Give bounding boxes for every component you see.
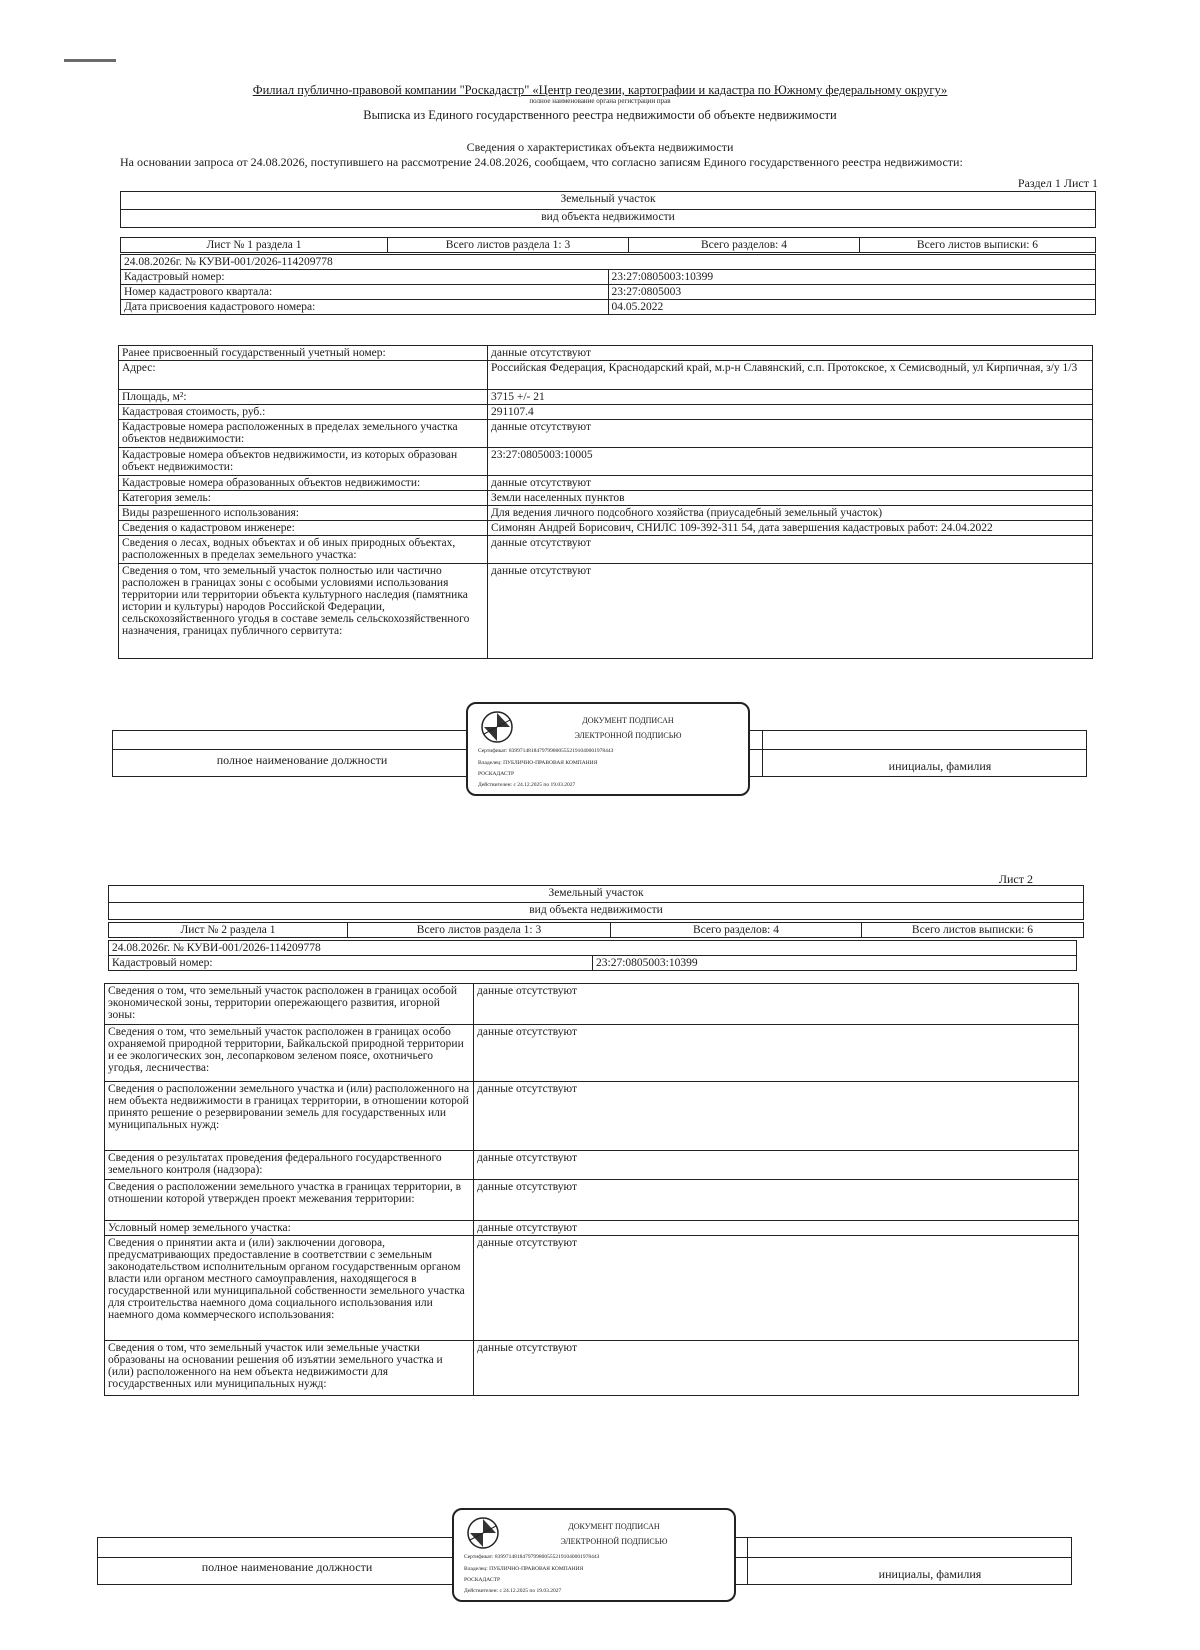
row-label: Кадастровый номер: bbox=[109, 956, 593, 971]
table-row bbox=[119, 361, 1093, 390]
info-title: Сведения о характеристиках объекта недвижимости bbox=[466, 140, 734, 154]
rosreestr-emblem-icon bbox=[480, 710, 514, 744]
row-label: Кадастровый номер: bbox=[121, 270, 609, 285]
row-value: данные отсутствуют bbox=[488, 536, 1093, 564]
sheet2-section-sheets: Всего листов раздела 1: 3 bbox=[348, 923, 611, 938]
sheet1-signature-divider bbox=[762, 730, 763, 776]
request-basis: На основании запроса от 24.08.2026, поступившего на рассмотрение 24.08.2026, сообщаем, что согласно записям Единого государственного реестра недвижимости: bbox=[120, 155, 963, 169]
row-label: Сведения о расположении земельного участка в границах территории, в отношении которой утвержден проект межевания территории: bbox=[105, 1180, 474, 1221]
row-value: данные отсутствуют bbox=[474, 1025, 1079, 1082]
table-row bbox=[119, 521, 1093, 536]
table-row bbox=[119, 506, 1093, 521]
row-value: 291107.4 bbox=[488, 405, 1093, 420]
scan-mark bbox=[64, 59, 116, 62]
sheet1-section-label: Раздел 1 Лист 1 bbox=[1017, 176, 1098, 190]
row-label: Виды разрешенного использования: bbox=[119, 506, 488, 521]
sheet1-sheet-no: Лист № 1 раздела 1 bbox=[121, 238, 388, 253]
sheet1-extract-sheets: Всего листов выписки: 6 bbox=[860, 238, 1096, 253]
table-row bbox=[105, 1151, 1079, 1180]
row-value: Земли населенных пунктов bbox=[488, 491, 1093, 506]
stamp-owner-line2: РОСКАДАСТР bbox=[478, 771, 515, 777]
table-row bbox=[105, 1221, 1079, 1236]
row-label: Сведения о лесах, водных объектах и об иных природных объектах, расположенных в пределах земельного участка: bbox=[119, 536, 488, 564]
row-value: данные отсутствуют bbox=[488, 476, 1093, 491]
table-row bbox=[105, 984, 1079, 1025]
row-value: Российская Федерация, Краснодарский край, м.р-н Славянский, с.п. Протокское, х Семисводный, ул Кирпичная, з/у 1/3 bbox=[488, 361, 1093, 390]
row-value: данные отсутствуют bbox=[474, 1082, 1079, 1151]
stamp-owner-line1: Владелец: ПУБЛИЧНО-ПРАВОВАЯ КОМПАНИЯ bbox=[478, 760, 598, 766]
sheet1-object-type-table bbox=[120, 191, 1096, 228]
table-row bbox=[105, 1180, 1079, 1221]
row-label: Дата присвоения кадастрового номера: bbox=[121, 300, 609, 315]
sheet2-sections-total: Всего разделов: 4 bbox=[611, 923, 862, 938]
row-value: данные отсутствуют bbox=[474, 1180, 1079, 1221]
registrar-org-name: Филиал публично-правовой компании "Роскадастр" «Центр геодезии, картографии и кадастра по Южному федеральному округу» bbox=[252, 83, 948, 97]
stamp-certificate: Сертификат: 8399714818479799800555219104000197844З bbox=[478, 748, 614, 754]
row-value: данные отсутствуют bbox=[474, 984, 1079, 1025]
table-row bbox=[105, 1025, 1079, 1082]
row-value: 23:27:0805003:10399 bbox=[593, 956, 1077, 971]
row-label: Сведения о том, что земельный участок полностью или частично расположен в границах зоны с особыми условиями использования территории или территории объекта культурного наследия (памятника истории и культуры) народов Российской Федерации, сельскохозяйственного угодья в составе земель сельскохозяйственного назначения, границах публичного сервитута: bbox=[119, 564, 488, 659]
sheet1-main-table bbox=[120, 254, 1096, 315]
stamp-title-line2: ЭЛЕКТРОННОЙ ПОДПИСЬЮ bbox=[574, 731, 682, 740]
row-label: Площадь, м²: bbox=[119, 390, 488, 405]
stamp-title-line1: ДОКУМЕНТ ПОДПИСАН bbox=[582, 716, 674, 725]
sheet2-signature-border-right bbox=[1071, 1537, 1072, 1584]
sheet1-meta-table bbox=[120, 237, 1096, 253]
table-row bbox=[119, 390, 1093, 405]
stamp-owner-line2: РОСКАДАСТР bbox=[464, 1577, 501, 1583]
stamp-validity: Действителен: с 24.12.2025 по 19.03.2027 bbox=[464, 1588, 562, 1594]
sheet1-e-signature-stamp bbox=[466, 702, 750, 796]
row-value: Симонян Андрей Борисович, СНИЛС 109-392-311 54, дата завершения кадастровых работ: 24.04.2022 bbox=[488, 521, 1093, 536]
sheet2-main-table bbox=[108, 940, 1077, 971]
sheet2-doc-number: 24.08.2026г. № КУВИ-001/2026-114209778 bbox=[109, 941, 1077, 956]
sheet2-meta-table bbox=[108, 922, 1084, 938]
table-row bbox=[109, 956, 1077, 971]
sheet2-sheet-no: Лист № 2 раздела 1 bbox=[109, 923, 348, 938]
row-label: Кадастровые номера объектов недвижимости, из которых образован объект недвижимости: bbox=[119, 448, 488, 476]
row-label: Адрес: bbox=[119, 361, 488, 390]
row-value: данные отсутствуют bbox=[474, 1236, 1079, 1341]
table-row bbox=[119, 564, 1093, 659]
table-row bbox=[121, 270, 1096, 285]
row-label: Кадастровые номера расположенных в пределах земельного участка объектов недвижимости: bbox=[119, 420, 488, 448]
row-label: Номер кадастрового квартала: bbox=[121, 285, 609, 300]
table-row bbox=[121, 285, 1096, 300]
table-row bbox=[105, 1341, 1079, 1396]
sheet2-object-type: Земельный участок bbox=[109, 886, 1084, 903]
table-row bbox=[121, 300, 1096, 315]
sheet2-e-signature-stamp bbox=[452, 1508, 736, 1602]
row-value: данные отсутствуют bbox=[488, 420, 1093, 448]
row-label: Сведения о принятии акта и (или) заключении договора, предусматривающих предоставление в соответствии с земельным законодательством исполнительным органом государственным органом власти или органом местного самоуправления, находящегося в государственной или муниципальной собственности земельного участка для строительства наемного дома социального использования или наемного дома коммерческого использования: bbox=[105, 1236, 474, 1341]
stamp-title-line1: ДОКУМЕНТ ПОДПИСАН bbox=[568, 1522, 660, 1531]
row-value: 04.05.2022 bbox=[608, 300, 1096, 315]
sheet1-position-caption: полное наименование должности bbox=[216, 753, 388, 767]
row-label: Сведения о том, что земельный участок расположен в границах особо охраняемой природной территории, Байкальской природной территории и ее экологических зон, лесопарковом зеленом поясе, охотничьего угодья, лесничества: bbox=[105, 1025, 474, 1082]
sheet2-details-table bbox=[104, 983, 1079, 1396]
row-label: Сведения о том, что земельный участок или земельные участки образованы на основании решения об изъятии земельного участка и (или) расположенного на нем объекта недвижимости для государственных или муниципальных нужд: bbox=[105, 1341, 474, 1396]
table-row bbox=[105, 1236, 1079, 1341]
row-value: 23:27:0805003:10399 bbox=[608, 270, 1096, 285]
sheet1-doc-number: 24.08.2026г. № КУВИ-001/2026-114209778 bbox=[121, 255, 1096, 270]
sheet1-signature-border-right bbox=[1086, 730, 1087, 776]
sheet1-object-type: Земельный участок bbox=[121, 192, 1096, 210]
row-label: Ранее присвоенный государственный учетный номер: bbox=[119, 346, 488, 361]
sheet2-initials-caption: инициалы, фамилия bbox=[878, 1567, 982, 1581]
rosreestr-emblem-icon bbox=[466, 1516, 500, 1550]
stamp-owner-line1: Владелец: ПУБЛИЧНО-ПРАВОВАЯ КОМПАНИЯ bbox=[464, 1566, 584, 1572]
table-row bbox=[119, 420, 1093, 448]
sheet2-object-type-caption: вид объекта недвижимости bbox=[109, 903, 1084, 920]
row-label: Кадастровые номера образованных объектов недвижимости: bbox=[119, 476, 488, 491]
row-label: Условный номер земельного участка: bbox=[105, 1221, 474, 1236]
table-row bbox=[119, 405, 1093, 420]
sheet1-section-sheets: Всего листов раздела 1: 3 bbox=[388, 238, 629, 253]
table-row bbox=[119, 346, 1093, 361]
row-value: 3715 +/- 21 bbox=[488, 390, 1093, 405]
table-row bbox=[119, 476, 1093, 491]
sheet2-position-caption: полное наименование должности bbox=[201, 1560, 373, 1574]
row-label: Сведения о расположении земельного участка и (или) расположенного на нем объекта недвижимости в границах территории, в отношении которой принято решение о резервировании земель для государственных или муниципальных нужд: bbox=[105, 1082, 474, 1151]
sheet1-sections-total: Всего разделов: 4 bbox=[629, 238, 860, 253]
row-label: Сведения о результатах проведения федерального государственного земельного контроля (надзора): bbox=[105, 1151, 474, 1180]
stamp-title-line2: ЭЛЕКТРОННОЙ ПОДПИСЬЮ bbox=[560, 1537, 668, 1546]
sheet2-extract-sheets: Всего листов выписки: 6 bbox=[862, 923, 1084, 938]
table-row bbox=[119, 448, 1093, 476]
row-label: Сведения о кадастровом инженере: bbox=[119, 521, 488, 536]
sheet2-section-label: Лист 2 bbox=[998, 872, 1033, 886]
table-row bbox=[105, 1082, 1079, 1151]
row-label: Кадастровая стоимость, руб.: bbox=[119, 405, 488, 420]
registrar-org-caption: полное наименование органа регистрации прав bbox=[529, 97, 671, 105]
row-value: данные отсутствуют bbox=[488, 346, 1093, 361]
row-value: Для ведения личного подсобного хозяйства (приусадебный земельный участок) bbox=[488, 506, 1093, 521]
document-title: Выписка из Единого государственного реестра недвижимости об объекте недвижимости bbox=[363, 108, 837, 122]
row-label: Категория земель: bbox=[119, 491, 488, 506]
row-value: 23:27:0805003:10005 bbox=[488, 448, 1093, 476]
row-value: данные отсутствуют bbox=[474, 1151, 1079, 1180]
stamp-certificate: Сертификат: 8399714818479799800555219104000197844З bbox=[464, 1554, 600, 1560]
row-value: 23:27:0805003 bbox=[608, 285, 1096, 300]
sheet1-object-type-caption: вид объекта недвижимости bbox=[121, 210, 1096, 228]
sheet1-initials-caption: инициалы, фамилия bbox=[888, 759, 992, 773]
row-value: данные отсутствуют bbox=[474, 1341, 1079, 1396]
table-row bbox=[119, 536, 1093, 564]
sheet2-object-type-table bbox=[108, 885, 1084, 920]
row-value: данные отсутствуют bbox=[474, 1221, 1079, 1236]
stamp-validity: Действителен: с 24.12.2025 по 19.03.2027 bbox=[478, 782, 576, 788]
row-value: данные отсутствуют bbox=[488, 564, 1093, 659]
sheet1-details-table bbox=[118, 345, 1093, 659]
row-label: Сведения о том, что земельный участок расположен в границах особой экономической зоны, территории опережающего развития, игорной зоны: bbox=[105, 984, 474, 1025]
table-row bbox=[119, 491, 1093, 506]
sheet2-signature-divider bbox=[747, 1537, 748, 1584]
